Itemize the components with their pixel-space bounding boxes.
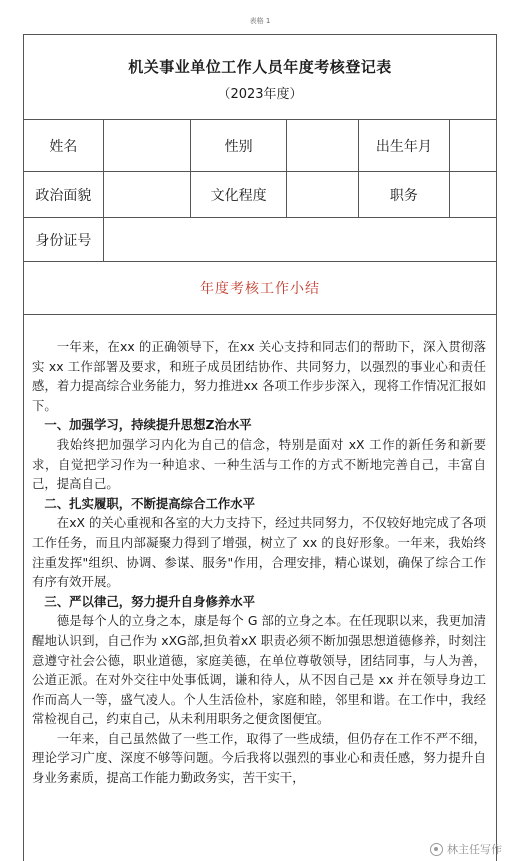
political-value[interactable]: [104, 172, 192, 217]
paragraph: 德是每个人的立身之本，康是每个 G 部的立身之本。在任现职以来，我更加清醒地认识到，自己作为 xXG部,担负着xX 职责必须不断加强思想道德修养，时刻注意遵守社会公德，职业道德，家庭美德，在单位尊敬领导，团结同事，与人为善，公道正派。在对外交往中处事低调，谦和待人，从不因自己是 xx 并在领导身边工作而高人一等，盛气凌人。个人生活俭朴，家庭和睦，邻里和谐。在工作中，我经常检视自己，约束自己，从未利用职务之便贪图便宜。: [32, 613, 486, 727]
id-number-value[interactable]: [104, 218, 496, 261]
gender-value[interactable]: [287, 120, 359, 171]
paragraph: 在xX 的关心重视和各室的大力支持下，经过共同努力，不仅较好地完成了各项工作任务，而且内部凝聚力得到了增强，树立了 xx 的良好形象。一年来，我始终注重发挥"组织、协调、参谋、服务"作用，合理安排，精心谋划，确保了综合工作有序有效开展。: [32, 515, 486, 590]
education-label: 文化程度: [191, 172, 287, 217]
paragraph: 一年来，自己虽然做了一些工作，取得了一些成绩，但仍存在工作不严不细，理论学习广度、深度不够等问题。今后我将以强烈的事业心和责任感，努力提升自身业务素质，提高工作能力勤政务实，苦干实干，: [32, 730, 486, 786]
info-row-3: [24, 218, 496, 262]
watermark: [430, 841, 502, 857]
position-value[interactable]: [450, 172, 496, 217]
table-caption: 表格 1: [249, 17, 271, 25]
section-heading: 二、扎实履职，不断提高综合工作水平: [44, 495, 256, 511]
form-header: [24, 35, 496, 120]
birth-value[interactable]: [450, 120, 496, 171]
gender-label: 性别: [191, 120, 287, 171]
name-label: 姓名: [24, 120, 104, 171]
account-circle-icon: [430, 843, 443, 856]
paragraph: 一年来，在xx 的正确领导下，在xx 关心支持和同志们的帮助下，深入贯彻落实 xx 工作部署及要求，和班子成员团结协作、共同努力，以强烈的事业心和责任感，着力提高综合业务能力，努力推进xx 各项工作步步深入，现将工作情况汇报如下。: [32, 339, 486, 413]
birth-label: 出生年月: [359, 120, 451, 171]
name-value[interactable]: [104, 120, 192, 171]
section-heading: 三、严以律己，努力提升自身修养水平: [44, 593, 256, 609]
info-row-1: [24, 120, 496, 172]
appraisal-form: [23, 34, 497, 861]
paragraph: 我始终把加强学习内化为自己的信念，特别是面对 xX 工作的新任务和新要求，自觉把学习作为一种追求、一种生活与工作的方式不断地完善自己，丰富自己，提高自己。: [32, 436, 486, 492]
info-row-2: [24, 172, 496, 218]
political-label: 政治面貌: [24, 172, 104, 217]
position-label: 职务: [359, 172, 451, 217]
section-heading: 一、加强学习，持续提升思想Z治水平: [44, 417, 252, 433]
form-year: （2023年度）: [217, 87, 303, 102]
form-title: 机关事业单位工作人员年度考核登记表: [128, 58, 392, 76]
id-number-label: 身份证号: [24, 218, 104, 261]
summary-body: [24, 315, 496, 788]
summary-heading: 年度考核工作小结: [24, 262, 496, 315]
watermark-text: 林主任写作: [447, 843, 502, 856]
education-value[interactable]: [287, 172, 359, 217]
